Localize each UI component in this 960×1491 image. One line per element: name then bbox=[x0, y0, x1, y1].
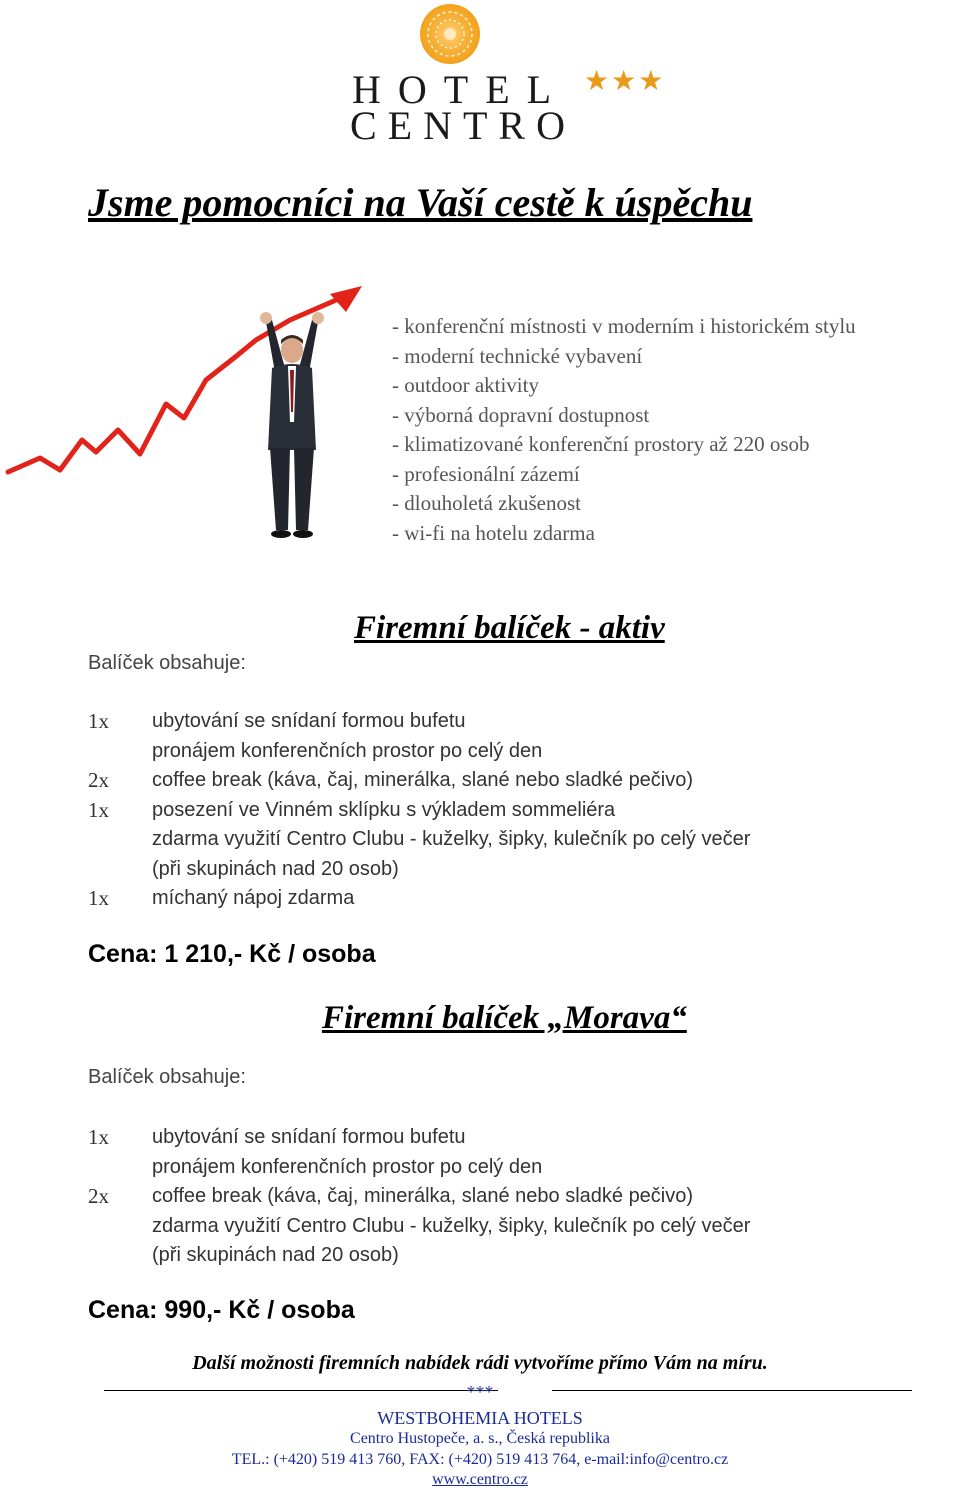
item-text: zdarma využití Centro Clubu - kuželky, šipky, kulečník po celý večer bbox=[152, 828, 751, 850]
footer-web-link[interactable]: www.centro.cz bbox=[432, 1471, 528, 1488]
footer-contact[interactable]: TEL.: (+420) 519 413 760, FAX: (+420) 519 413 764, e-mail:info@centro.cz bbox=[231, 1451, 729, 1468]
list-item bbox=[88, 1153, 908, 1183]
item-text: ubytování se snídaní formou bufetu bbox=[152, 710, 466, 732]
list-item bbox=[88, 766, 908, 796]
package-morava-label: Balíček obsahuje: bbox=[88, 1066, 246, 1088]
footer-stars: *** bbox=[466, 1382, 494, 1402]
item-text: posezení ve Vinném sklípku s výkladem sommeliéra bbox=[152, 798, 616, 821]
logo-hotel-text: HOTEL bbox=[352, 67, 569, 112]
item-text: pronájem konferenčních prostor po celý den bbox=[152, 739, 543, 762]
item-text: coffee break (káva, čaj, minerálka, slané nebo sladké pečivo) bbox=[152, 1185, 694, 1207]
package-aktiv-label: Balíček obsahuje: bbox=[88, 652, 246, 674]
feature-item: - outdoor aktivity bbox=[392, 373, 539, 397]
list-item bbox=[88, 796, 908, 826]
footer-company: WESTBOHEMIA HOTELS bbox=[377, 1408, 583, 1428]
feature-item: - dlouholetá zkušenost bbox=[392, 491, 581, 515]
package-aktiv-items bbox=[88, 707, 908, 914]
list-item bbox=[88, 1212, 908, 1242]
headline: Jsme pomocníci na Vaší cestě k úspěchu bbox=[88, 180, 753, 225]
item-text: pronájem konferenčních prostor po celý den bbox=[152, 1155, 543, 1178]
list-item bbox=[88, 855, 908, 885]
list-item bbox=[88, 737, 908, 767]
feature-item: - konferenční místnosti v moderním i historickém stylu bbox=[392, 314, 856, 338]
feature-list bbox=[392, 312, 856, 548]
item-quantity: 2x bbox=[88, 768, 109, 792]
footer-address: Centro Hustopeče, a. s., Česká republika bbox=[350, 1430, 610, 1447]
item-quantity: 2x bbox=[88, 1184, 109, 1208]
list-item bbox=[88, 1182, 908, 1212]
feature-item: - wi-fi na hotelu zdarma bbox=[392, 520, 595, 545]
item-quantity: 1x bbox=[88, 1125, 109, 1149]
item-text: zdarma využití Centro Clubu - kuželky, šipky, kulečník po celý večer bbox=[152, 1214, 751, 1237]
list-item bbox=[88, 825, 908, 855]
item-quantity: 1x bbox=[88, 709, 109, 733]
package-aktiv-price: Cena: 1 210,- Kč / osoba bbox=[88, 940, 376, 968]
list-item bbox=[88, 707, 908, 737]
list-item bbox=[88, 884, 908, 914]
feature-item: - moderní technické vybavení bbox=[392, 343, 643, 368]
businessman-figure bbox=[260, 312, 324, 538]
item-text: coffee break (káva, čaj, minerálka, slané nebo sladké pečivo) bbox=[152, 769, 694, 791]
feature-item: - profesionální zázemí bbox=[392, 461, 580, 486]
package-morava-items bbox=[88, 1123, 908, 1271]
package-morava-price: Cena: 990,- Kč / osoba bbox=[88, 1296, 355, 1324]
feature-item: - klimatizované konferenční prostory až 220 osob bbox=[392, 432, 810, 456]
logo-centro-text: CENTRO bbox=[350, 103, 576, 148]
item-text: (při skupinách nad 20 osob) bbox=[152, 857, 399, 880]
businessman-arrow-illustration bbox=[0, 282, 380, 552]
package-morava-title: Firemní balíček „Morava“ bbox=[322, 1000, 687, 1036]
list-item bbox=[88, 1241, 908, 1271]
item-text: ubytování se snídaní formou bufetu bbox=[152, 1126, 466, 1148]
logo-stars: ★★★ bbox=[584, 66, 666, 97]
sun-logo-icon bbox=[418, 2, 482, 66]
footer-note: Další možnosti firemních nabídek rádi vytvoříme přímo Vám na míru. bbox=[192, 1352, 768, 1374]
item-quantity: 1x bbox=[88, 886, 109, 910]
feature-item: - výborná dopravní dostupnost bbox=[392, 402, 650, 427]
item-quantity: 1x bbox=[88, 797, 109, 822]
growth-arrow-head bbox=[330, 286, 362, 312]
package-aktiv-title: Firemní balíček - aktiv bbox=[354, 610, 665, 646]
item-text: (při skupinách nad 20 osob) bbox=[152, 1244, 399, 1266]
list-item bbox=[88, 1123, 908, 1153]
item-text: míchaný nápoj zdarma bbox=[152, 887, 355, 909]
